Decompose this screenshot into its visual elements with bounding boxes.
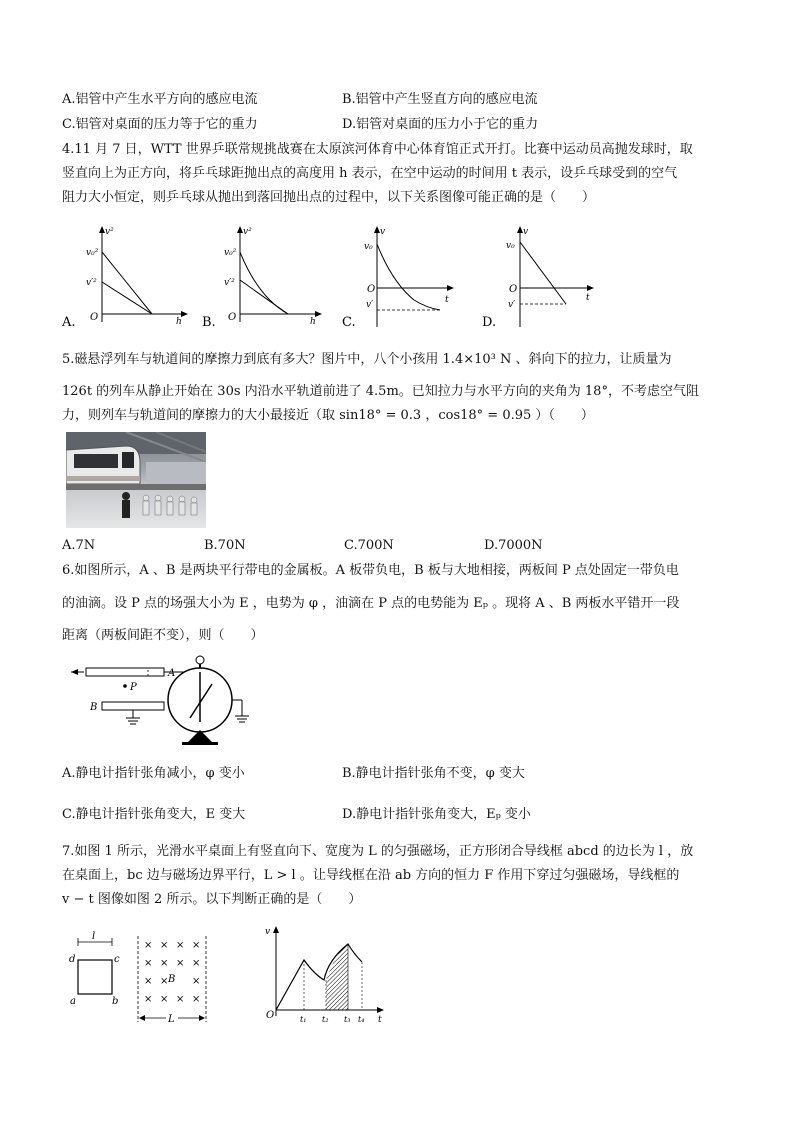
q6-line-2: 的油滴。设 P 点的场强大小为 E ，电势为 φ ，油滴在 P 点的电势能为 Eₚ 。现将 A 、B 两板水平错开一段 [62, 596, 680, 611]
q4d-origin: O [509, 284, 518, 295]
q7-width-l-label: L [168, 1014, 175, 1025]
q4-line-1: 4.11 月 7 日，WTT 世界乒联常规挑战赛在太原滨河体育中心体育馆正式开打。比赛中运动员高抛发球时，取 [62, 142, 693, 157]
q7-figure-2-vt-graph [262, 924, 392, 1030]
q4d-y-axis: v [523, 227, 529, 237]
q4a-y-axis: v² [105, 227, 114, 237]
svg-text:×: × [192, 994, 201, 1005]
svg-text:×: × [144, 940, 153, 951]
q4-line-3: 阻力大小恒定，则乒乓球从抛出到落回抛出点的过程中，以下关系图像可能正确的是（ ） [62, 190, 596, 205]
q6-option-c: C.静电计指针张角变大，E 变大 [62, 807, 246, 822]
q6-electrometer-figure [66, 650, 266, 750]
q4-line-2: 竖直向上为正方向，将乒乓球距抛出点的高度用 h 表示，在空中运动的时间用 t 表示，设乒乓球受到的空气 [62, 166, 678, 181]
q6-plate-a-label: A [168, 668, 176, 679]
q4c-y-axis: v [380, 227, 386, 237]
q4d-label: D. [482, 315, 497, 330]
svg-text:×: × [176, 940, 185, 951]
q4b-label: B. [202, 315, 216, 330]
q6-point-p-label: P [130, 682, 137, 693]
svg-text:×: × [176, 994, 185, 1005]
q4d-x-axis: t [586, 293, 590, 303]
q7-vt-origin: O [266, 1010, 275, 1021]
q4a-x-axis: h [176, 317, 182, 327]
q3-option-b: B.铝管中产生竖直方向的感应电流 [342, 92, 538, 107]
q4d-y-top: v₀ [506, 241, 515, 251]
q7-corner-d: d [69, 954, 76, 965]
svg-text:×: × [144, 958, 153, 969]
svg-text:×: × [160, 976, 169, 987]
q4a-origin: O [90, 312, 99, 323]
q6-option-d: D.静电计指针张角变大，Eₚ 变小 [342, 807, 531, 822]
q4-graph-b [200, 222, 330, 332]
svg-text:×: × [160, 994, 169, 1005]
svg-text:×: × [192, 976, 201, 987]
svg-text:×: × [144, 994, 153, 1005]
svg-text:×: × [144, 976, 153, 987]
q4b-origin: O [228, 312, 237, 323]
q4c-x-axis: t [445, 295, 449, 305]
q4a-label: A. [62, 315, 76, 330]
q4c-label: C. [342, 315, 356, 330]
square-wire-frame [78, 960, 112, 994]
q7-vt-x-axis: t [378, 1015, 382, 1025]
q5-option-a: A.7N [62, 538, 96, 553]
svg-text:×: × [160, 958, 169, 969]
q7-length-l-label: l [92, 931, 96, 942]
q5-line-1: 5.磁悬浮列车与轨道间的摩擦力到底有多大？图片中，八个小孩用 1.4×10³ N 、斜向下的拉力，让质量为 [62, 352, 672, 367]
q5-option-b: B.70N [204, 538, 246, 553]
q3-option-d: D.铝管对桌面的压力小于它的重力 [342, 117, 539, 132]
svg-text:×: × [176, 958, 185, 969]
q7-figure-1 [66, 930, 216, 1030]
q4c-y-top: v₀ [364, 242, 373, 252]
q5-option-c: C.700N [344, 538, 394, 553]
maglev-train-illustration [66, 432, 206, 528]
q7-vt-y-axis: v [265, 927, 271, 937]
svg-text:×: × [192, 940, 201, 951]
q4b-y-mid: v′² [224, 278, 235, 288]
q7-line-3: v − t 图像如图 2 所示。以下判断正确的是（ ） [62, 892, 362, 907]
q7-corner-b: b [112, 996, 119, 1007]
q4-graph-a [62, 222, 192, 332]
q7-vt-t2: t₂ [322, 1015, 329, 1024]
q5-line-3: 力，则列车与轨道间的摩擦力的大小最接近（取 sin18° = 0.3 ，cos18° = 0.95 ）（ ） [62, 408, 594, 423]
q4a-y-mid: v′² [86, 278, 97, 288]
q4c-origin: O [367, 284, 376, 295]
q7-line-1: 7.如图 1 所示，光滑水平桌面上有竖直向下、宽度为 L 的匀强磁场，正方形闭合导线框 abcd 的边长为 l ，放 [62, 844, 694, 859]
q5-line-2: 126t 的列车从静止开始在 30s 内沿水平轨道前进了 4.5m。已知拉力与水平方向的夹角为 18°，不考虑空气阻 [62, 384, 699, 399]
q4b-y-top: v₀² [224, 248, 237, 258]
q4-graph-d [482, 222, 612, 332]
q4a-y-top: v₀² [86, 248, 99, 258]
q6-plate-b-label: B [90, 702, 98, 713]
q6-line-1: 6.如图所示，A 、B 是两块平行带电的金属板。A 板带负电，B 板与大地相接，两板间 P 点处固定一带负电 [62, 563, 679, 578]
q6-option-b: B.静电计指针张角不变，φ 变大 [342, 766, 525, 781]
svg-text:×: × [192, 958, 201, 969]
q3-option-c: C.铝管对桌面的压力等于它的重力 [62, 117, 258, 132]
q6-option-a: A.静电计指针张角减小，φ 变小 [62, 766, 245, 781]
q4b-y-axis: v² [243, 227, 252, 237]
q7-line-2: 在桌面上，bc 边与磁场边界平行，L > l 。让导线框在沿 ab 方向的恒力 F 作用下穿过匀强磁场，导线框的 [62, 868, 680, 883]
q7-vt-t3: t₃ [344, 1015, 351, 1024]
q7-corner-a: a [70, 996, 76, 1007]
q7-vt-t1: t₁ [300, 1015, 307, 1024]
q4d-y-neg: v′ [508, 300, 516, 310]
q6-line-3: 距离（两板间距不变），则（ ） [62, 628, 264, 643]
q3-option-a: A.铝管中产生水平方向的感应电流 [62, 92, 258, 107]
q7-field-b-label: B [168, 974, 176, 985]
q4b-x-axis: h [310, 317, 316, 327]
q4-graph-c [342, 222, 472, 332]
svg-text:×: × [160, 940, 169, 951]
q7-vt-t4: t₄ [358, 1015, 365, 1024]
q4c-y-neg: v′ [366, 300, 374, 310]
maglev-train-photo [66, 432, 206, 528]
q7-corner-c: c [114, 954, 120, 965]
q5-option-d: D.7000N [484, 538, 543, 553]
